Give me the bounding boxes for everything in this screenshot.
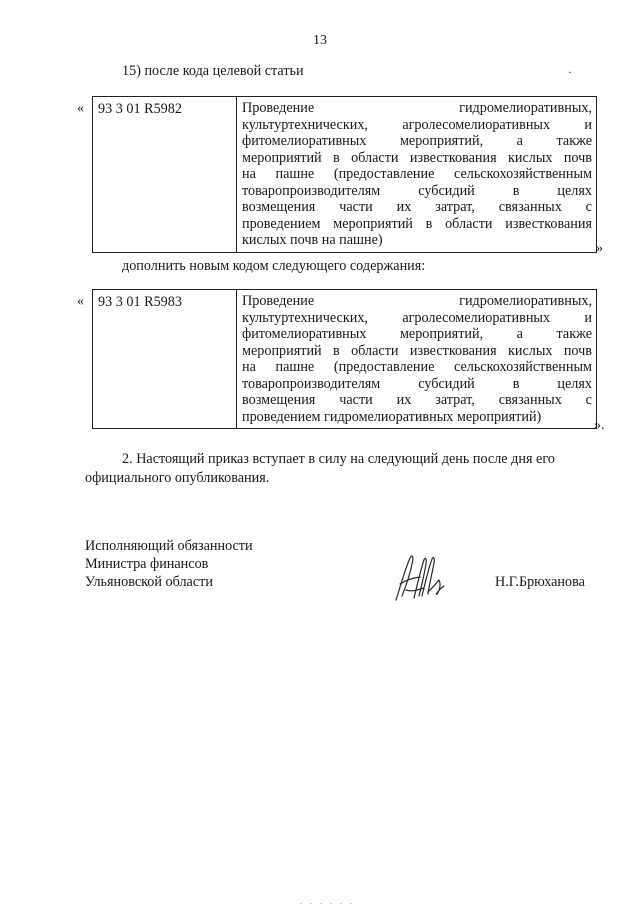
description-line: фитомелиоративных мероприятий, а также (242, 326, 592, 342)
code-table-1 (92, 96, 597, 253)
signatory-region: Ульяновской области (85, 574, 213, 590)
table-row (93, 290, 597, 429)
paragraph-2-line-2: официального опубликования. (85, 470, 270, 486)
close-quote-2: ». (594, 418, 605, 433)
description-line: Проведение гидромелиоративных, (242, 293, 592, 309)
stray-mark: · (568, 65, 572, 79)
description-line: проведением гидромелиоративных мероприятий) (242, 408, 542, 425)
bottom-scan-marks: . . . . . . (300, 897, 355, 906)
description-line: возмещения части их затрат, связанных с (242, 392, 592, 408)
description-line: возмещения части их затрат, связанных с (242, 199, 592, 215)
code-cell: 93 3 01 R5983 (93, 290, 237, 429)
middle-text: дополнить новым кодом следующего содержания: (122, 258, 426, 274)
description-line: на пашне (предоставление сельскохозяйственным (242, 166, 592, 182)
signatory-ministry: Министра финансов (85, 556, 209, 572)
code-table-2 (92, 289, 597, 429)
handwritten-signature (392, 550, 452, 610)
signatory-name: Н.Г.Брюханова (495, 574, 585, 590)
paragraph-2-line-1: 2. Настоящий приказ вступает в силу на следующий день после дня его (122, 451, 555, 467)
code-cell: 93 3 01 R5982 (93, 97, 237, 253)
open-quote-1: « (77, 101, 84, 116)
description-line: мероприятий в области известкования кислых почв (242, 149, 592, 166)
description-line: товаропроизводителям субсидий в целях (242, 375, 592, 392)
description-line: культуртехнических, агролесомелиоративных и (242, 116, 592, 133)
description-line: на пашне (предоставление сельскохозяйственным (242, 359, 592, 375)
description-line: товаропроизводителям субсидий в целях (242, 182, 592, 199)
description-cell (237, 290, 597, 429)
description-line: проведением мероприятий в области известкования (242, 215, 592, 232)
signatory-position: Исполняющий обязанности (85, 538, 253, 554)
description-line: кислых почв на пашне) (242, 232, 383, 248)
page-number: 13 (313, 33, 327, 48)
intro-text: 15) после кода целевой статьи (122, 63, 304, 79)
table-row (93, 97, 597, 253)
description-line: мероприятий в области известкования кислых почв (242, 342, 592, 359)
description-line: фитомелиоративных мероприятий, а также (242, 133, 592, 149)
description-cell (237, 97, 597, 253)
open-quote-2: « (77, 294, 84, 309)
close-quote-1: » (596, 241, 603, 256)
description-line: культуртехнических, агролесомелиоративных и (242, 309, 592, 326)
description-line: Проведение гидромелиоративных, (242, 100, 592, 116)
